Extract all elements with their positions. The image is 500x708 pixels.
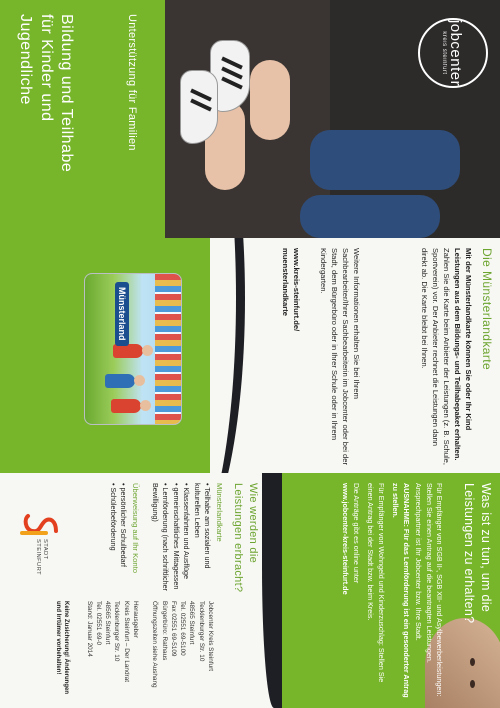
stadt-line: STEINFURT — [34, 539, 41, 576]
stadt-line: STADT — [42, 539, 48, 560]
photo-jeans-right — [300, 195, 440, 238]
service-item: • Schülerbeförderung — [108, 483, 118, 593]
cover-title-line: Jugendliche — [16, 14, 34, 105]
info-para-3: Für Empfänger von Wohngeld und Kinderzuschlag: Stellen Sie einen Antrag bei der Stadt bzw. beim Kreis. — [366, 483, 386, 683]
office-line: 48565 Steinfurt — [188, 601, 196, 645]
card-kid-2 — [105, 374, 135, 388]
office-line: Tel. 02551 69-5100 — [179, 601, 187, 656]
publisher-line: Tecklenburger Str. 10 — [113, 601, 121, 662]
logo-subtitle: kreis steinfurt — [441, 31, 448, 75]
card-stripe — [155, 274, 181, 424]
office-line: Jobcenter Kreis Steinfurt — [207, 601, 214, 671]
cover-title — [14, 14, 76, 224]
stadt-steinfurt-logo — [12, 513, 60, 575]
services-list — [100, 483, 226, 593]
portrait-eye — [470, 658, 475, 666]
services-title — [230, 483, 260, 633]
services-title-line: Wie werden die — [247, 483, 259, 564]
publisher-line: Stand: Januar 2014 — [85, 601, 93, 657]
office-line: Fax 02551 69-5109 — [169, 601, 177, 657]
stadt-name — [34, 539, 48, 575]
card-kid-3 — [111, 399, 141, 413]
info-title — [460, 483, 494, 633]
card-kid-3-head — [140, 400, 151, 411]
photo-jeans-left — [310, 130, 460, 190]
publisher-info — [84, 601, 140, 701]
portrait-eye — [470, 680, 475, 688]
services-title-line: Leistungen erbracht? — [232, 483, 245, 593]
service-item: • Klassenfahrten und Ausflüge — [181, 483, 191, 593]
info-title-line: Was ist zu tun, um die — [479, 483, 493, 613]
service-item: • Lernförderung (nach schriftlicher Bewilligung) — [149, 483, 170, 593]
info-para-1: Für Empfänger von SGB II-, SGB XII- und Asylbewerberleistungen: Stellen Sie einen Antrag auf die beantragten Leistungen. Ansprechpartner ist Ihr Jobcenter bzw. Ihre Stadt. — [414, 483, 444, 697]
services-card-head: Münsterlandkarte — [215, 483, 224, 542]
cover-photo — [165, 0, 500, 238]
publisher-line: Kreis Steinfurt – Der Landrat — [122, 601, 130, 682]
service-item: • Teilhabe am sozialen und kulturellen Leben — [191, 483, 212, 593]
stadt-mark-icon — [20, 513, 60, 539]
cover-title-line: für Kinder und — [37, 14, 55, 122]
publisher-line: 48565 Steinfurt — [104, 601, 112, 645]
card-kid-1 — [113, 344, 143, 358]
photo-leg-1 — [250, 60, 290, 140]
photo-sneaker-2 — [180, 70, 218, 144]
card-url-line: www.kreis-steinfurt.de/ — [292, 248, 301, 332]
card-url — [280, 248, 302, 466]
info-dark-swoosh — [262, 473, 282, 708]
services-account-head: Überweisung auf Ihr Konto — [131, 483, 141, 573]
service-item: • persönlicher Schulbedarf — [118, 483, 128, 593]
info-text — [340, 483, 444, 701]
card-more-info: Weitere Informationen erhalten Sie bei Ihrem Sachbearbeiter/Ihrer Sachbearbeiterin im Jobcenter oder bei der Stadt, dem Bürgerbüro oder in Ihrer Schule oder in Ihrem Kindergarten. — [319, 248, 361, 465]
publisher-line: Tel. 02551 69-0 — [94, 601, 102, 646]
card-panel-intro — [419, 248, 474, 466]
info-title-line: Leistungen zu erhalten? — [462, 483, 477, 624]
info-para-4: Die Anträge gibt es online unter — [351, 483, 361, 584]
card-kid-2-head — [134, 375, 145, 386]
office-line: Öffnungszeiten siehe Aushang — [151, 601, 159, 688]
disclaimer: Keine Zusicherung! Änderungen und Irrtümer vorbehalten! — [54, 601, 69, 695]
card-label: Münsterland — [115, 282, 129, 346]
info-para-2: AUSNAHME: Für das Lernförderung ist ein gesonderter Antrag zu stellen. — [391, 483, 411, 698]
card-services — [149, 483, 212, 593]
office-line: Tecklenburger Str. 10 — [197, 601, 205, 662]
card-intro-rest: Zahlen Sie die Karte beim Anbieter der Leistungen (z. B. Schule, Sportverein) vor. Der Anbieter rechnet die Leistungen dann direkt ab. Die Karte bleibt bei Ihnen. — [420, 248, 451, 465]
info-panel — [0, 473, 500, 708]
cover-title-line: Bildung und Teilhabe — [58, 14, 76, 173]
info-url: www.jobcenter-kreis-steinfurt.de — [341, 483, 351, 595]
card-panel-heading: Die Münsterlandkarte — [480, 248, 494, 371]
cover-subtitle: Unterstützung für Familien — [126, 14, 138, 151]
card-intro-bold: Mit der Münsterlandkarte können Sie oder Ihr Kind Leistungen aus dem Bildungs- und Teilhabepaket erhalten. — [453, 248, 473, 461]
cover-panel — [0, 0, 500, 238]
publisher-line: Herausgeber — [132, 601, 139, 638]
office-address — [150, 601, 215, 701]
account-services — [108, 483, 129, 593]
card-url-line: muensterlandkarte — [281, 248, 290, 316]
muensterlandkarte-image — [84, 273, 182, 425]
office-line: Bürgerbüro: Rathaus — [160, 601, 168, 661]
jobcenter-logo — [418, 18, 488, 88]
cover-green-band — [0, 0, 165, 238]
card-kid-1-head — [142, 345, 153, 356]
logo-word: jobcenter — [447, 19, 465, 87]
muensterlandkarte-panel — [0, 238, 500, 473]
service-item: • gemeinschaftliches Mittagessen — [170, 483, 180, 593]
